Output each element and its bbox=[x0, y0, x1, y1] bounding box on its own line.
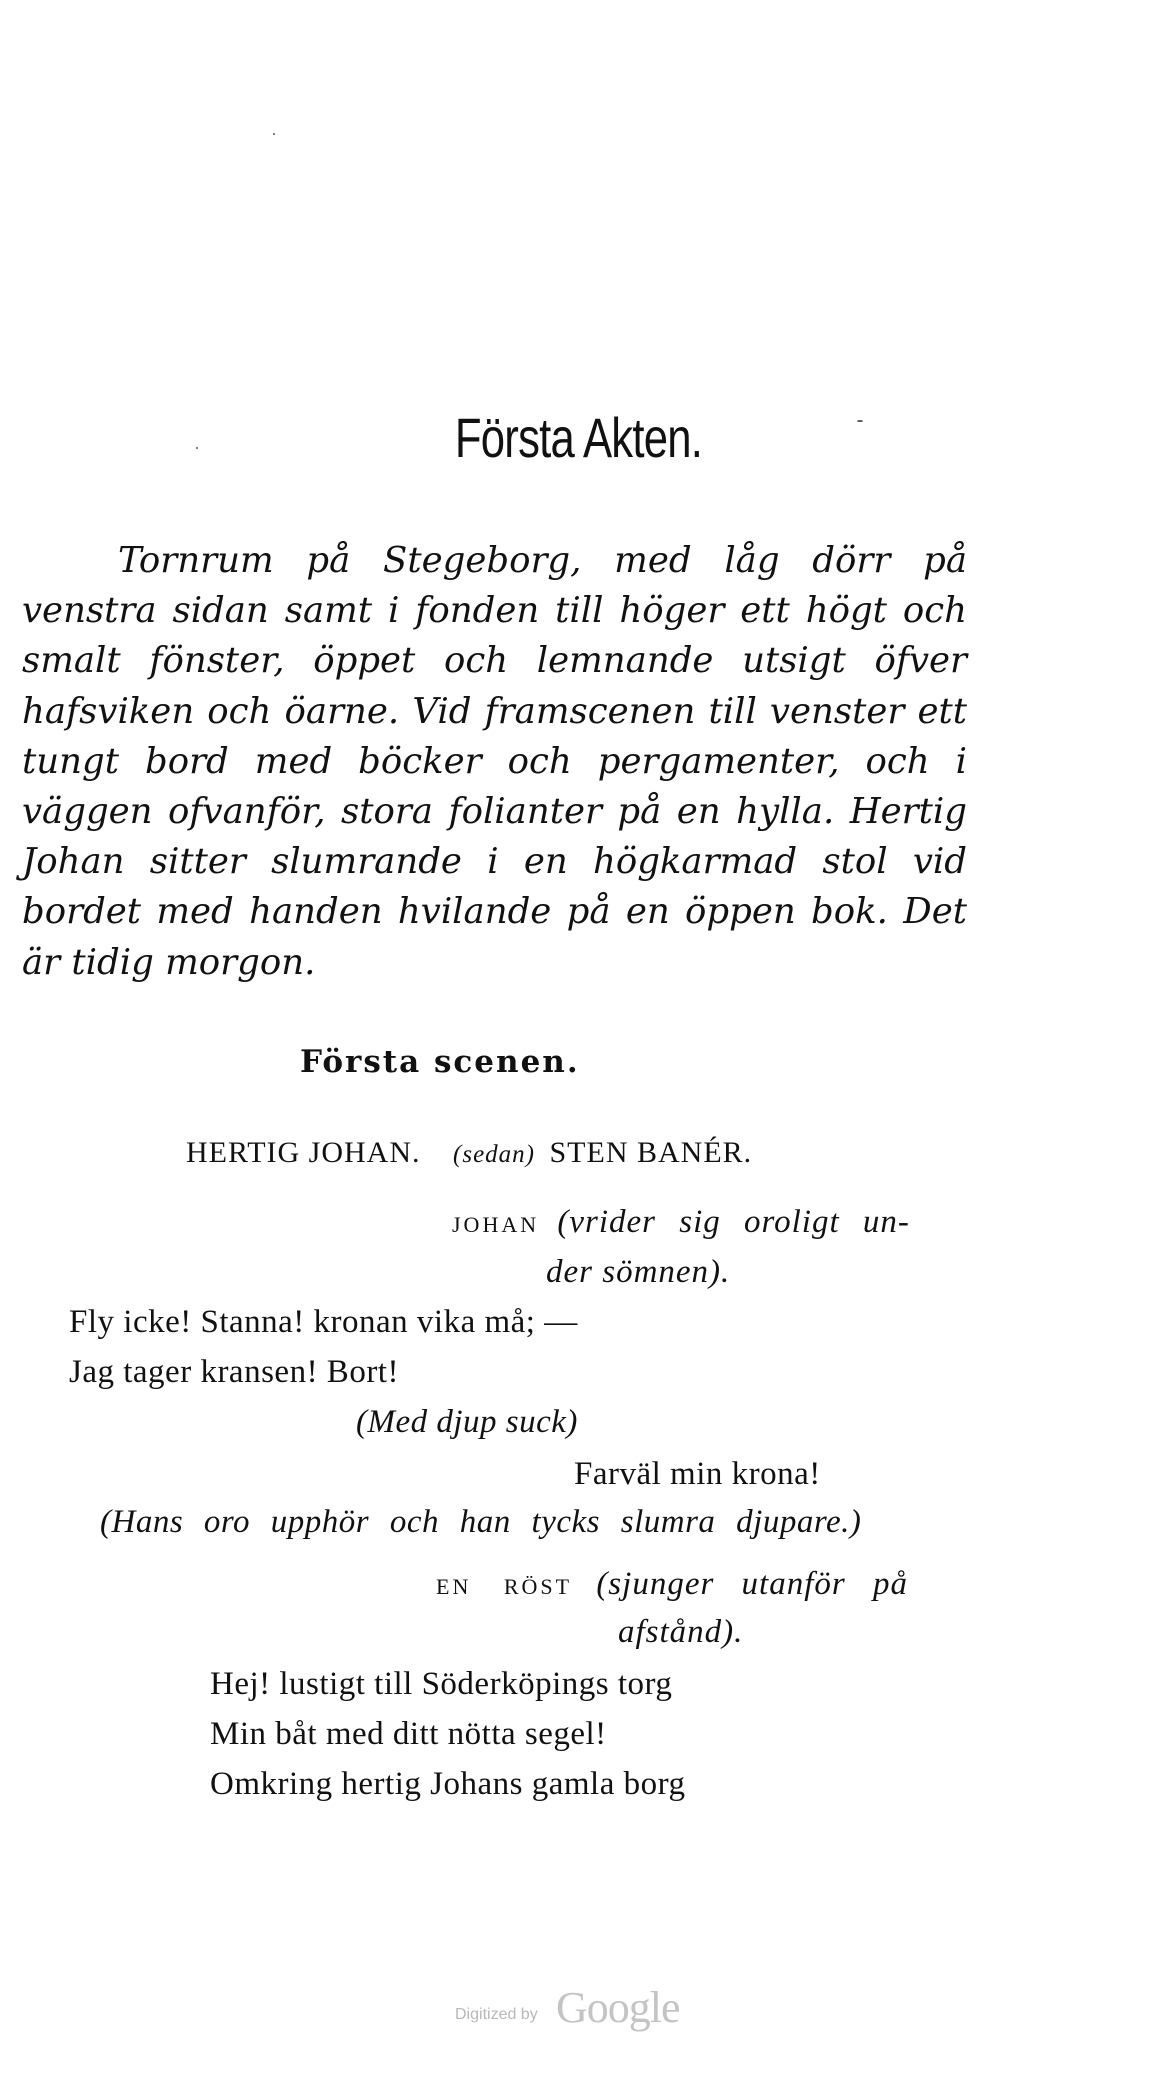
google-watermark: Google bbox=[556, 1983, 680, 2032]
speaker-direction: (sjunger utanför på bbox=[596, 1566, 908, 1602]
stage-direction-inline: (Hans oro upphör och han tycks slumra djupare.) bbox=[100, 1504, 862, 1540]
verse-line: Jag tager kransen! Bort! bbox=[69, 1354, 399, 1390]
song-line: Omkring hertig Johans gamla borg bbox=[210, 1766, 686, 1802]
verse-direction: (Med djup suck) bbox=[356, 1404, 578, 1440]
stage-direction: Tornrum på Stegeborg, med låg dörr på venstra sidan samt i fonden till höger ett högt och smalt fönster, öppet och lemnande utsigt öfver hafsviken och öarne. Vid framscenen till venster ett tungt bord med böcker och pergamenter, och i väggen ofvanför, stora folianter på en hylla. Hertig Johan sitter slumrande i en högkarmad stol vid bordet med handen hvilande på en öppen bok. Det är tidig morgon. bbox=[22, 540, 967, 983]
scene-title: Första scenen. bbox=[300, 1044, 580, 1080]
speaker-direction-line2: der sömnen). bbox=[546, 1254, 731, 1290]
cast-hertig-johan: HERTIG JOHAN. bbox=[186, 1136, 421, 1169]
verse-line: Farväl min krona! bbox=[574, 1456, 821, 1492]
act-title: Första Akten. bbox=[454, 406, 703, 469]
song-line: Hej! lustigt till Söderköpings torg bbox=[210, 1666, 673, 1702]
verse-line: Fly icke! Stanna! kronan vika må; — bbox=[69, 1304, 578, 1340]
speaker-direction-line2: afstånd). bbox=[618, 1614, 744, 1650]
cast-sten-baner: STEN BANÉR. bbox=[549, 1136, 753, 1169]
speaker-en-rost bbox=[436, 1566, 908, 1603]
digitized-by-label: Digitized by bbox=[455, 2006, 538, 2023]
cast-sedan: (sedan) bbox=[453, 1141, 535, 1168]
speaker-name: EN RÖST bbox=[436, 1574, 573, 1599]
speaker-direction-continued bbox=[618, 1614, 743, 1651]
scan-speck bbox=[273, 133, 275, 135]
speaker-direction: (vrider sig oroligt un- bbox=[557, 1204, 910, 1240]
cast-list bbox=[186, 1136, 752, 1170]
speaker-name: JOHAN bbox=[452, 1212, 540, 1237]
song-line: Min båt med ditt nötta segel! bbox=[210, 1716, 607, 1752]
speaker-direction-continued bbox=[546, 1254, 730, 1291]
speaker-johan bbox=[452, 1204, 910, 1241]
